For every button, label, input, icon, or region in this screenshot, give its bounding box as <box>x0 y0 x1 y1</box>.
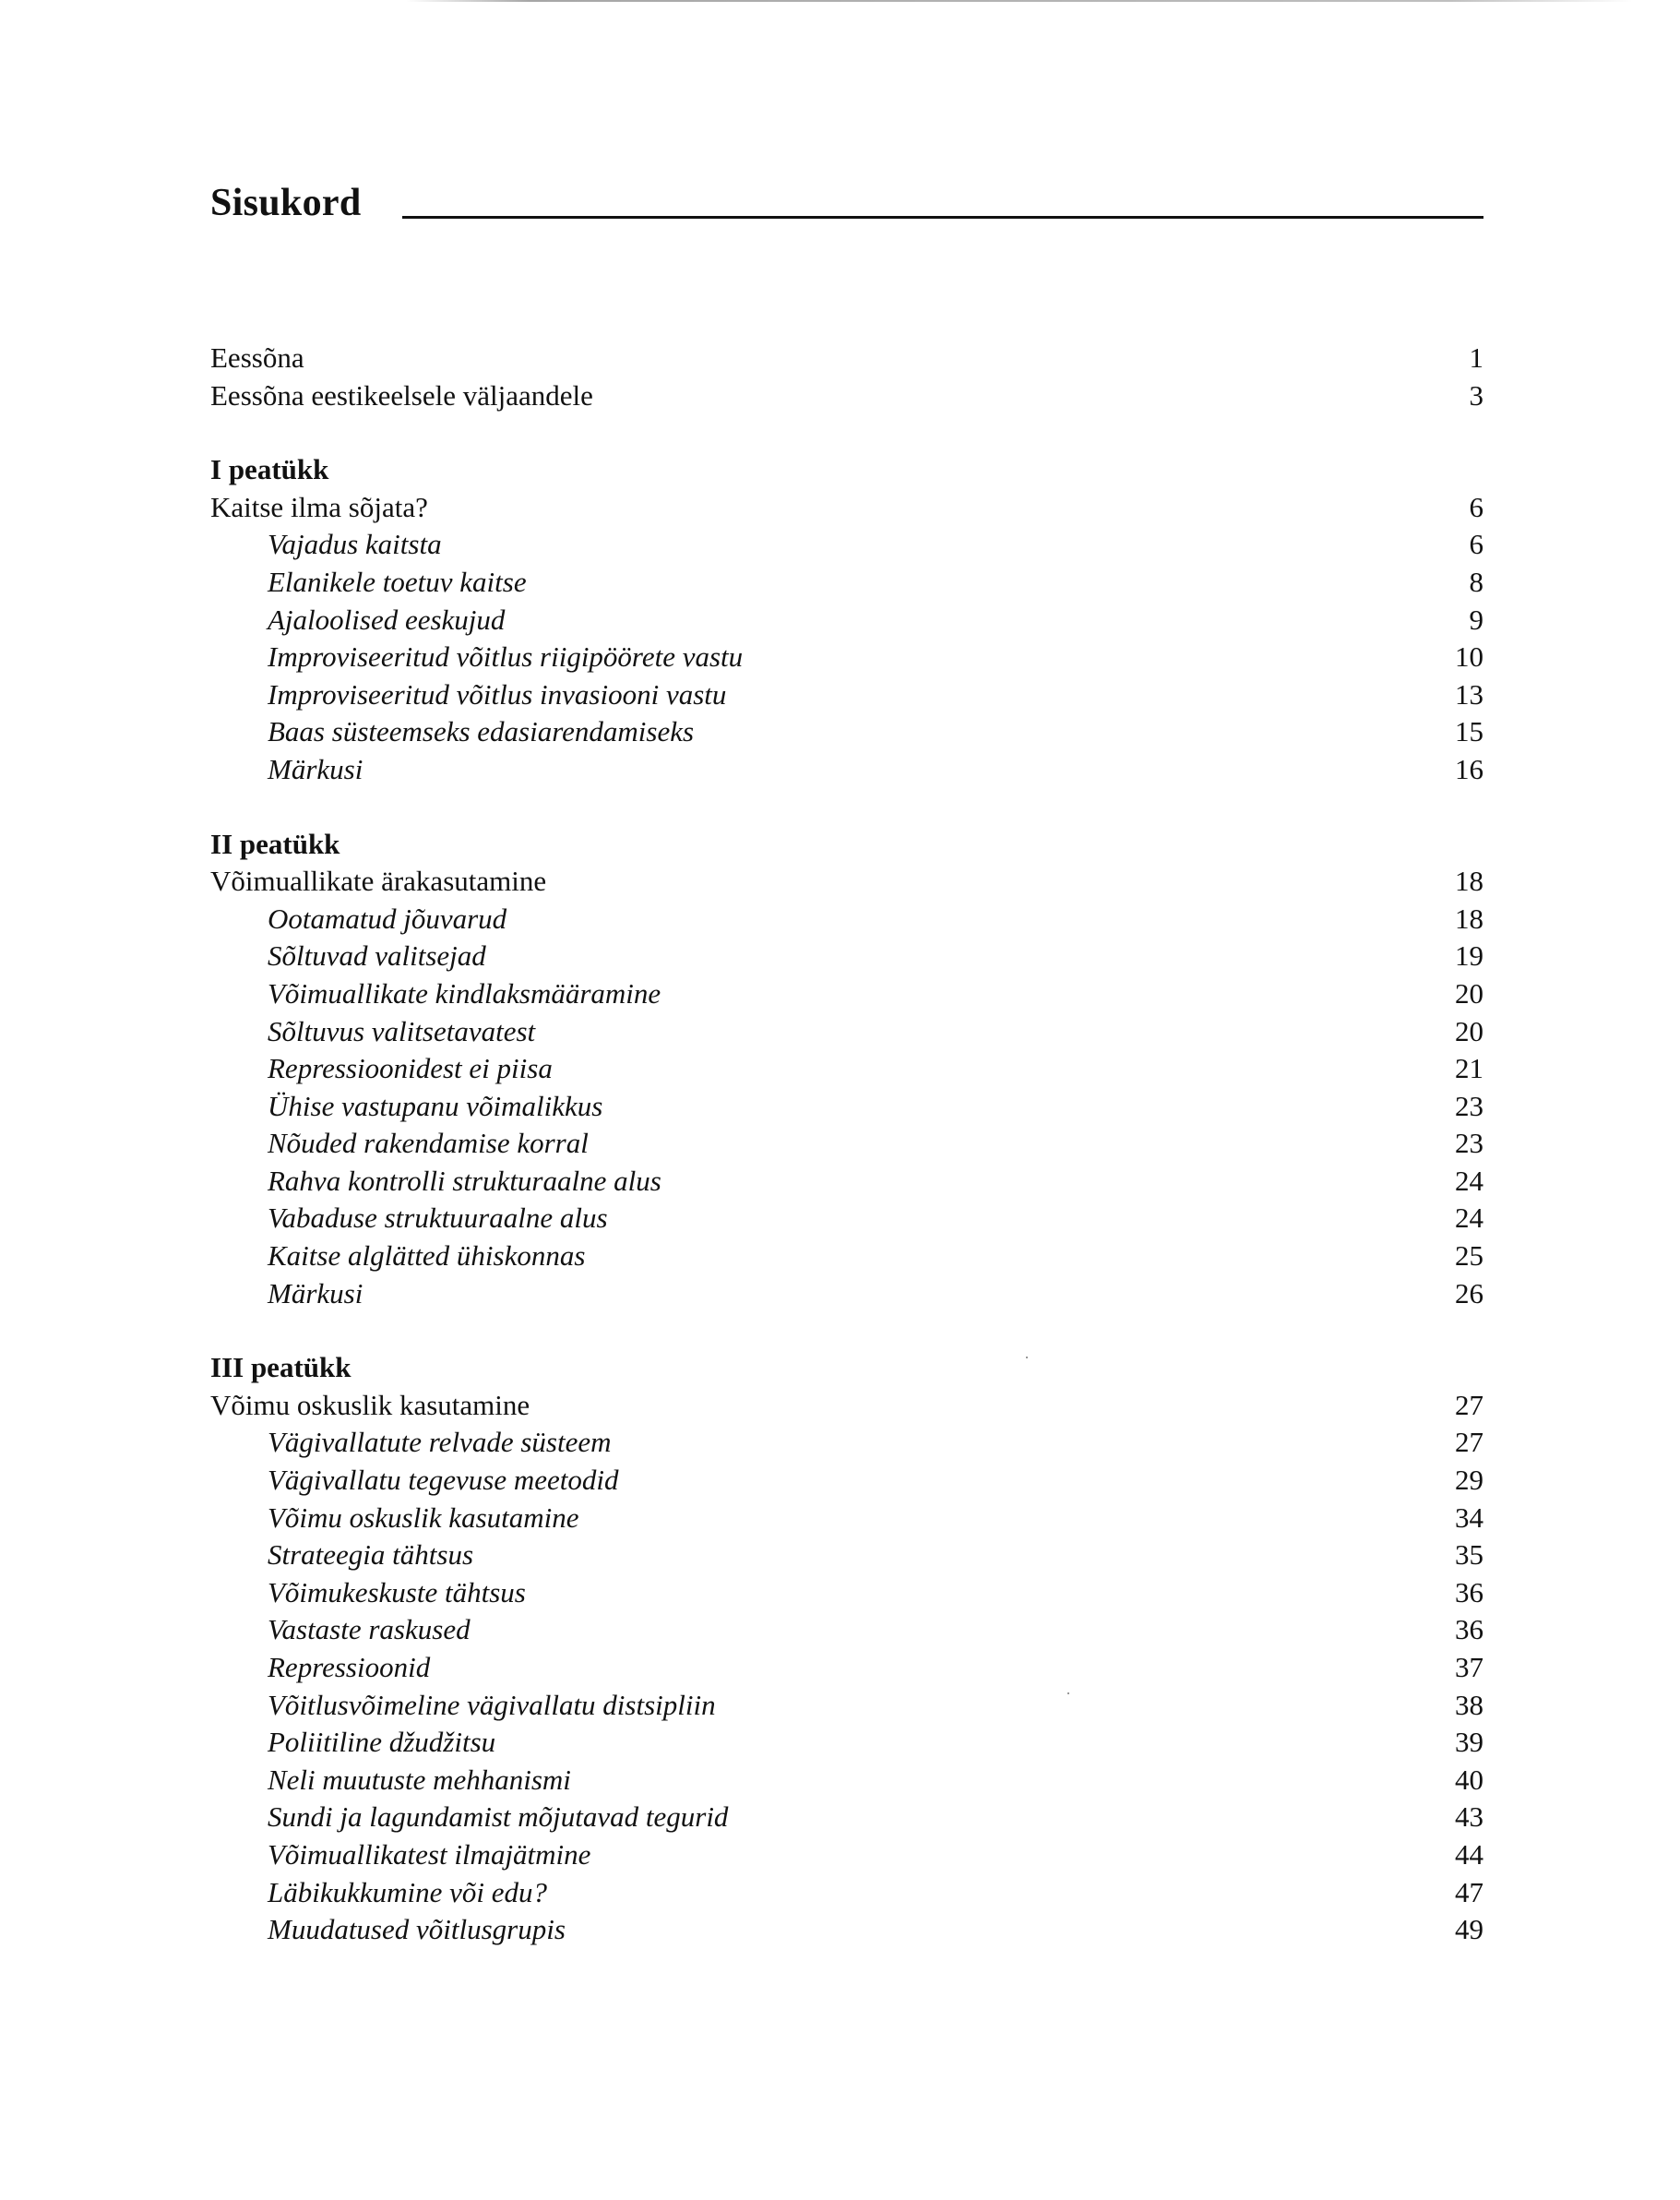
toc-section-entry[interactable] <box>210 1799 1483 1836</box>
toc-section-page: 29 <box>1455 1464 1483 1497</box>
toc-section-entry[interactable] <box>210 1649 1483 1687</box>
toc-section-page: 16 <box>1455 752 1483 785</box>
toc-section-page: 40 <box>1455 1763 1483 1796</box>
toc-section-entry[interactable] <box>210 1238 1483 1275</box>
toc-section-label: Märkusi <box>268 752 363 785</box>
chapter-title: Võimu oskuslik kasutamine <box>210 1388 530 1421</box>
toc-section-entry[interactable] <box>210 1500 1483 1537</box>
toc-section-label: Võimu oskuslik kasutamine <box>268 1501 579 1534</box>
chapter-title: Kaitse ilma sõjata? <box>210 490 428 523</box>
table-of-contents <box>210 340 1483 1949</box>
toc-section-label: Vabaduse struktuuraalne alus <box>268 1202 608 1235</box>
toc-section-page: 44 <box>1455 1837 1483 1871</box>
toc-section-label: Muudatused võitlusgrupis <box>268 1913 566 1946</box>
toc-section-entry[interactable] <box>210 564 1483 602</box>
toc-section-entry[interactable] <box>210 639 1483 676</box>
chapter-title-entry[interactable] <box>210 489 1483 527</box>
toc-section-label: Repressioonid <box>268 1651 431 1683</box>
toc-section-entry[interactable] <box>210 1163 1483 1201</box>
toc-section-label: Läbikukkumine või edu? <box>268 1875 548 1908</box>
toc-entry-estonian-foreword[interactable] <box>210 377 1483 415</box>
toc-section-page: 34 <box>1455 1501 1483 1534</box>
toc-section-label: Improviseeritud võitlus riigipöörete vastu <box>268 640 744 674</box>
toc-entry-page: 6 <box>1469 490 1483 523</box>
toc-section-page: 25 <box>1455 1239 1483 1273</box>
scan-edge <box>406 0 1633 2</box>
toc-section-page: 37 <box>1455 1651 1483 1683</box>
toc-section-entry[interactable] <box>210 938 1483 975</box>
toc-section-page: 19 <box>1455 939 1483 973</box>
toc-section-label: Kaitse alglätted ühiskonnas <box>268 1239 586 1273</box>
toc-section-label: Improviseeritud võitlus invasiooni vastu <box>268 677 727 711</box>
toc-section-entry[interactable] <box>210 1050 1483 1088</box>
chapter-title-entry[interactable] <box>210 863 1483 901</box>
toc-section-page: 23 <box>1455 1089 1483 1122</box>
chapter-heading-3: III peatükk <box>210 1351 351 1384</box>
chapter-heading-2: II peatükk <box>210 827 340 860</box>
toc-section-label: Sundi ja lagundamist mõjutavad tegurid <box>268 1800 729 1834</box>
toc-section-entry[interactable] <box>210 1013 1483 1051</box>
toc-section-entry[interactable] <box>210 975 1483 1013</box>
toc-section-entry[interactable] <box>210 1088 1483 1126</box>
toc-section-entry[interactable] <box>210 1574 1483 1612</box>
toc-section-label: Sõltuvus valitsetavatest <box>268 1014 536 1047</box>
toc-section-label: Nõuded rakendamise korral <box>268 1127 589 1160</box>
toc-section-label: Võimuallikatest ilmajätmine <box>268 1837 591 1871</box>
toc-section-label: Poliitiline džudžitsu <box>268 1726 496 1759</box>
toc-section-label: Elanikele toetuv kaitse <box>268 565 527 598</box>
toc-entry-page: 27 <box>1455 1388 1483 1421</box>
toc-section-page: 13 <box>1455 677 1483 711</box>
toc-entry-label: Eessõna <box>210 341 304 374</box>
toc-section-entry[interactable] <box>210 1911 1483 1949</box>
toc-section-label: Võimukeskuste tähtsus <box>268 1575 526 1608</box>
toc-section-label: Vägivallatu tegevuse meetodid <box>268 1464 619 1497</box>
toc-section-page: 24 <box>1455 1202 1483 1235</box>
toc-section-entry[interactable] <box>210 713 1483 751</box>
toc-section-label: Ajaloolised eeskujud <box>268 603 506 636</box>
toc-section-label: Võimuallikate kindlaksmääramine <box>268 976 661 1010</box>
toc-section-entry[interactable] <box>210 1762 1483 1799</box>
toc-section-page: 49 <box>1455 1913 1483 1946</box>
page-title: Sisukord <box>210 182 362 224</box>
toc-section-entry[interactable] <box>210 751 1483 789</box>
toc-section-entry[interactable] <box>210 1462 1483 1500</box>
toc-section-entry[interactable] <box>210 901 1483 939</box>
toc-section-page: 24 <box>1455 1164 1483 1197</box>
toc-section-page: 23 <box>1455 1127 1483 1160</box>
toc-section-entry[interactable] <box>210 1687 1483 1725</box>
toc-section-page: 35 <box>1455 1538 1483 1572</box>
toc-section-entry[interactable] <box>210 1200 1483 1238</box>
toc-section-entry[interactable] <box>210 1611 1483 1649</box>
toc-section-label: Rahva kontrolli strukturaalne alus <box>268 1164 661 1197</box>
toc-section-page: 15 <box>1455 715 1483 748</box>
toc-section-label: Vajadus kaitsta <box>268 528 442 561</box>
toc-section-page: 27 <box>1455 1426 1483 1459</box>
toc-header <box>210 175 1483 231</box>
toc-section-label: Strateegia tähtsus <box>268 1538 474 1572</box>
toc-section-entry[interactable] <box>210 602 1483 640</box>
title-rule <box>402 216 1483 219</box>
toc-section-entry[interactable] <box>210 1724 1483 1762</box>
chapter-title: Võimuallikate ärakasutamine <box>210 865 547 898</box>
toc-entry-page: 18 <box>1455 865 1483 898</box>
toc-section-label: Vägivallatute relvade süsteem <box>268 1426 612 1459</box>
toc-section-label: Ühise vastupanu võimalikkus <box>268 1089 603 1122</box>
toc-section-page: 20 <box>1455 1014 1483 1047</box>
toc-section-label: Ootamatud jõuvarud <box>268 902 507 935</box>
toc-entry-label: Eessõna eestikeelsele väljaandele <box>210 378 593 412</box>
toc-section-label: Võitlusvõimeline vägivallatu distsipliin <box>268 1688 716 1721</box>
toc-section-page: 36 <box>1455 1613 1483 1646</box>
toc-section-page: 36 <box>1455 1575 1483 1608</box>
toc-section-entry[interactable] <box>210 1125 1483 1163</box>
toc-entry-foreword[interactable] <box>210 340 1483 377</box>
toc-section-page: 20 <box>1455 976 1483 1010</box>
toc-section-label: Baas süsteemseks edasiarendamiseks <box>268 715 695 748</box>
toc-section-entry[interactable] <box>210 1874 1483 1912</box>
toc-section-page: 10 <box>1455 640 1483 674</box>
toc-section-label: Neli muutuste mehhanismi <box>268 1763 571 1796</box>
toc-section-label: Repressioonidest ei piisa <box>268 1052 553 1085</box>
toc-section-label: Märkusi <box>268 1276 363 1309</box>
toc-section-entry[interactable] <box>210 1536 1483 1574</box>
toc-section-label: Sõltuvad valitsejad <box>268 939 486 973</box>
toc-section-page: 6 <box>1469 528 1483 561</box>
toc-section-page: 9 <box>1469 603 1483 636</box>
toc-entry-page: 1 <box>1469 341 1483 374</box>
toc-section-page: 39 <box>1455 1726 1483 1759</box>
chapter-heading-1: I peatükk <box>210 453 329 486</box>
toc-section-entry[interactable] <box>210 1836 1483 1874</box>
toc-entry-page: 3 <box>1469 378 1483 412</box>
toc-section-entry[interactable] <box>210 1275 1483 1313</box>
toc-section-label: Vastaste raskused <box>268 1613 471 1646</box>
toc-section-page: 38 <box>1455 1688 1483 1721</box>
toc-section-page: 26 <box>1455 1276 1483 1309</box>
toc-section-page: 8 <box>1469 565 1483 598</box>
toc-section-page: 47 <box>1455 1875 1483 1908</box>
toc-section-page: 43 <box>1455 1800 1483 1834</box>
toc-section-entry[interactable] <box>210 1424 1483 1462</box>
toc-section-entry[interactable] <box>210 676 1483 714</box>
toc-section-page: 18 <box>1455 902 1483 935</box>
chapter-title-entry[interactable] <box>210 1387 1483 1425</box>
toc-section-page: 21 <box>1455 1052 1483 1085</box>
toc-section-entry[interactable] <box>210 526 1483 564</box>
